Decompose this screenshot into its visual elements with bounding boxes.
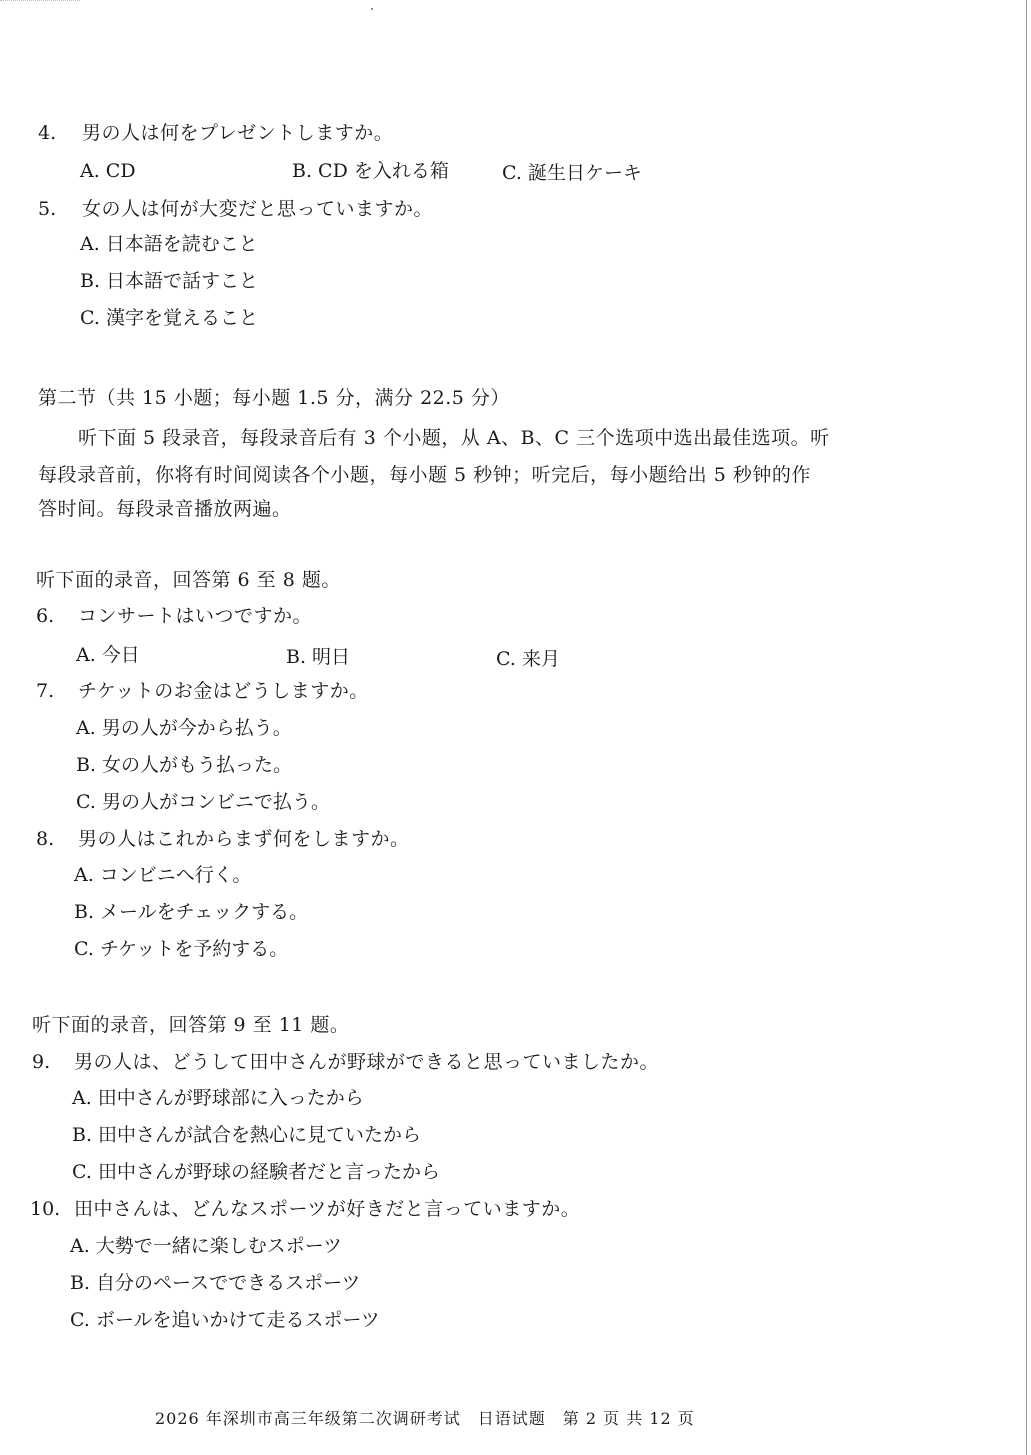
group-prompt: 听下面的录音，回答第 6 至 8 题。 — [36, 569, 341, 591]
option-b: B. 女の人がもう払った。 — [76, 754, 293, 776]
question-text: 女の人は何が大変だと思っていますか。 — [82, 198, 434, 220]
option-a: A. 日本語を読むこと — [80, 233, 258, 255]
option-a: A. CD — [80, 160, 136, 182]
question-number: 9. — [32, 1051, 51, 1073]
instruction-line: 每段录音前，你将有时间阅读各个小题，每小题 5 秒钟；听完后，每小题给出 5 秒钟的作 — [38, 464, 811, 486]
question-number: 5. — [38, 198, 57, 220]
question-text: 男の人は、どうして田中さんが野球ができると思っていましたか。 — [74, 1051, 660, 1073]
question-text: 男の人は何をプレゼントしますか。 — [82, 122, 394, 144]
option-c: C. 来月 — [496, 648, 560, 670]
option-a: A. コンビニへ行く。 — [74, 864, 252, 886]
instruction-line: 答时间。每段录音播放两遍。 — [38, 498, 292, 520]
option-c: C. 男の人がコンビニで払う。 — [76, 791, 330, 813]
page-edge — [1026, 0, 1027, 1455]
option-a: A. 田中さんが野球部に入ったから — [72, 1087, 364, 1109]
option-b: B. 自分のペースでできるスポーツ — [70, 1272, 361, 1294]
option-c: C. 漢字を覚えること — [80, 307, 258, 329]
question-text: 田中さんは、どんなスポーツが好きだと言っていますか。 — [74, 1198, 581, 1220]
question-number: 4. — [38, 122, 57, 144]
option-c: C. 誕生日ケーキ — [502, 162, 642, 184]
question-text: コンサートはいつですか。 — [78, 605, 313, 627]
question-number: 7. — [36, 680, 55, 702]
option-a: A. 今日 — [76, 644, 140, 666]
option-b: B. メールをチェックする。 — [74, 901, 309, 923]
option-b: B. 明日 — [286, 646, 351, 668]
option-c: C. ボールを追いかけて走るスポーツ — [70, 1309, 380, 1331]
question-number: 8. — [36, 828, 55, 850]
option-b: B. 田中さんが試合を熱心に見ていたから — [72, 1124, 422, 1146]
page-footer: 2026 年深圳市高三年级第二次调研考试 日语试题 第 2 页 共 12 页 — [155, 1409, 695, 1428]
question-text: チケットのお金はどうしますか。 — [78, 680, 369, 702]
section-heading: 第二节（共 15 小题；每小题 1.5 分，满分 22.5 分） — [38, 387, 510, 409]
group-prompt: 听下面的录音，回答第 9 至 11 题。 — [32, 1014, 350, 1036]
option-a: A. 大勢で一緒に楽しむスポーツ — [70, 1235, 343, 1257]
option-b: B. CD を入れる箱 — [292, 160, 449, 182]
option-b: B. 日本語で話すこと — [80, 270, 259, 292]
option-a: A. 男の人が今から払う。 — [76, 717, 292, 739]
instruction-line: 听下面 5 段录音，每段录音后有 3 个小题，从 A、B、C 三个选项中选出最佳选项。听 — [78, 427, 830, 449]
scan-mark — [0, 0, 80, 4]
option-c: C. 田中さんが野球の経験者だと言ったから — [72, 1161, 440, 1183]
question-number: 10. — [30, 1198, 61, 1220]
scan-speck — [371, 8, 373, 10]
option-c: C. チケットを予約する。 — [74, 938, 289, 960]
question-number: 6. — [36, 605, 55, 627]
question-text: 男の人はこれからまず何をしますか。 — [78, 828, 410, 850]
